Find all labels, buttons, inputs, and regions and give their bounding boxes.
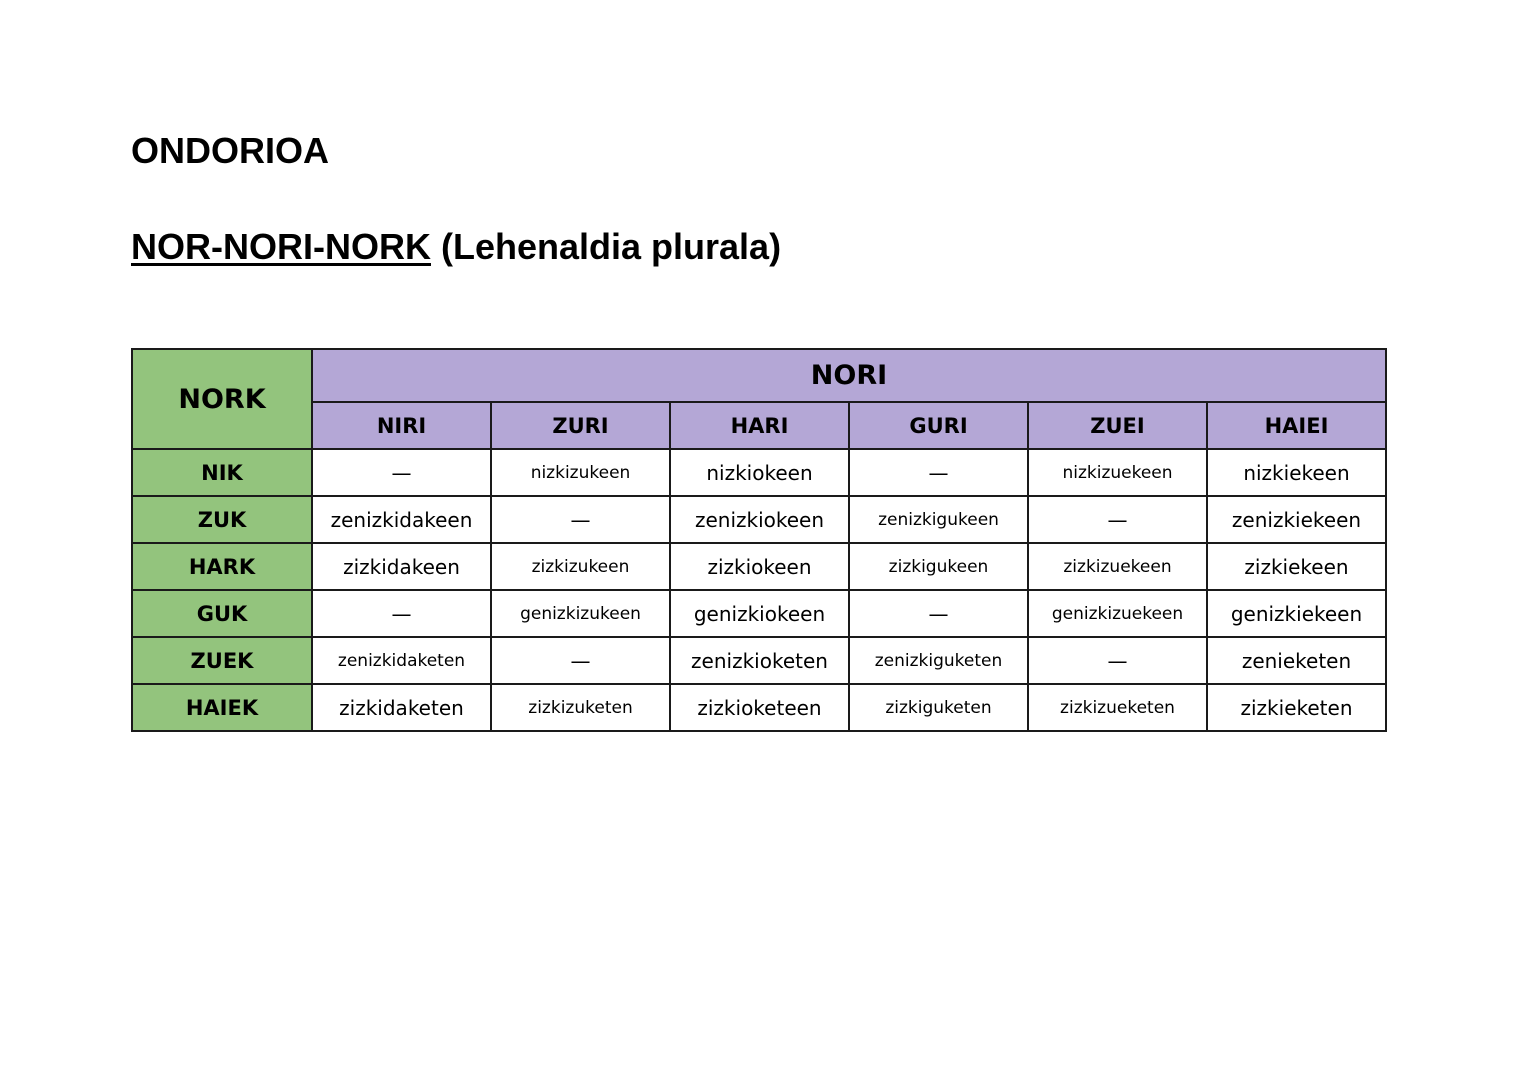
table-row	[132, 684, 1386, 731]
table-cell: —	[491, 496, 670, 543]
column-header-zuri: ZURI	[491, 402, 670, 449]
header-row-columns	[132, 402, 1386, 449]
row-header-nik: NIK	[132, 449, 312, 496]
table-cell: zenizkidakeen	[312, 496, 491, 543]
table-cell: zizkiokeen	[670, 543, 849, 590]
page-heading: ONDORIOA	[131, 130, 329, 171]
table-cell: zenizkiokeen	[670, 496, 849, 543]
table-cell: genizkiekeen	[1207, 590, 1386, 637]
row-header-hark: HARK	[132, 543, 312, 590]
column-header-niri: NIRI	[312, 402, 491, 449]
table-cell: zenizkioketen	[670, 637, 849, 684]
table-cell: zenizkiekeen	[1207, 496, 1386, 543]
table-cell: nizkizuekeen	[1028, 449, 1207, 496]
table-row	[132, 449, 1386, 496]
column-header-hari: HARI	[670, 402, 849, 449]
row-header-haiek: HAIEK	[132, 684, 312, 731]
table-row	[132, 496, 1386, 543]
table-cell: zenizkidaketen	[312, 637, 491, 684]
table-cell: zizkizueketen	[1028, 684, 1207, 731]
table-cell: zizkieketen	[1207, 684, 1386, 731]
table-cell: zenieketen	[1207, 637, 1386, 684]
table-cell: zizkidakeen	[312, 543, 491, 590]
table-cell: genizkizuekeen	[1028, 590, 1207, 637]
table-cell: —	[1028, 637, 1207, 684]
column-header-zuei: ZUEI	[1028, 402, 1207, 449]
table-cell: zenizkiguketen	[849, 637, 1028, 684]
table-cell: —	[312, 449, 491, 496]
table-cell: nizkiekeen	[1207, 449, 1386, 496]
table-cell: zizkiguketen	[849, 684, 1028, 731]
table-body	[132, 449, 1386, 731]
table-cell: zizkiekeen	[1207, 543, 1386, 590]
header-row-group	[132, 349, 1386, 402]
column-header-guri: GURI	[849, 402, 1028, 449]
table-title-verb-type: NOR-NORI-NORK	[131, 226, 431, 267]
table-cell: zizkizuekeen	[1028, 543, 1207, 590]
row-header-zuk: ZUK	[132, 496, 312, 543]
table-row	[132, 543, 1386, 590]
row-header-guk: GUK	[132, 590, 312, 637]
table-cell: zenizkigukeen	[849, 496, 1028, 543]
table-cell: —	[491, 637, 670, 684]
table-row	[132, 590, 1386, 637]
table-cell: nizkiokeen	[670, 449, 849, 496]
nork-header: NORK	[132, 349, 312, 449]
column-header-haiei: HAIEI	[1207, 402, 1386, 449]
table-cell: zizkizukeen	[491, 543, 670, 590]
table-cell: zizkigukeen	[849, 543, 1028, 590]
table-cell: —	[312, 590, 491, 637]
nori-header: NORI	[312, 349, 1386, 402]
table-title-tense: (Lehenaldia plurala)	[430, 226, 782, 267]
table-cell: genizkiokeen	[670, 590, 849, 637]
table-cell: —	[1028, 496, 1207, 543]
table-cell: zizkidaketen	[312, 684, 491, 731]
table-cell: zizkioketeen	[670, 684, 849, 731]
table-cell: nizkizukeen	[491, 449, 670, 496]
table-row	[132, 637, 1386, 684]
row-header-zuek: ZUEK	[132, 637, 312, 684]
table-title	[131, 226, 781, 268]
table-cell: —	[849, 449, 1028, 496]
conjugation-table	[131, 348, 1387, 732]
table-cell: genizkizukeen	[491, 590, 670, 637]
table-cell: zizkizuketen	[491, 684, 670, 731]
table-cell: —	[849, 590, 1028, 637]
